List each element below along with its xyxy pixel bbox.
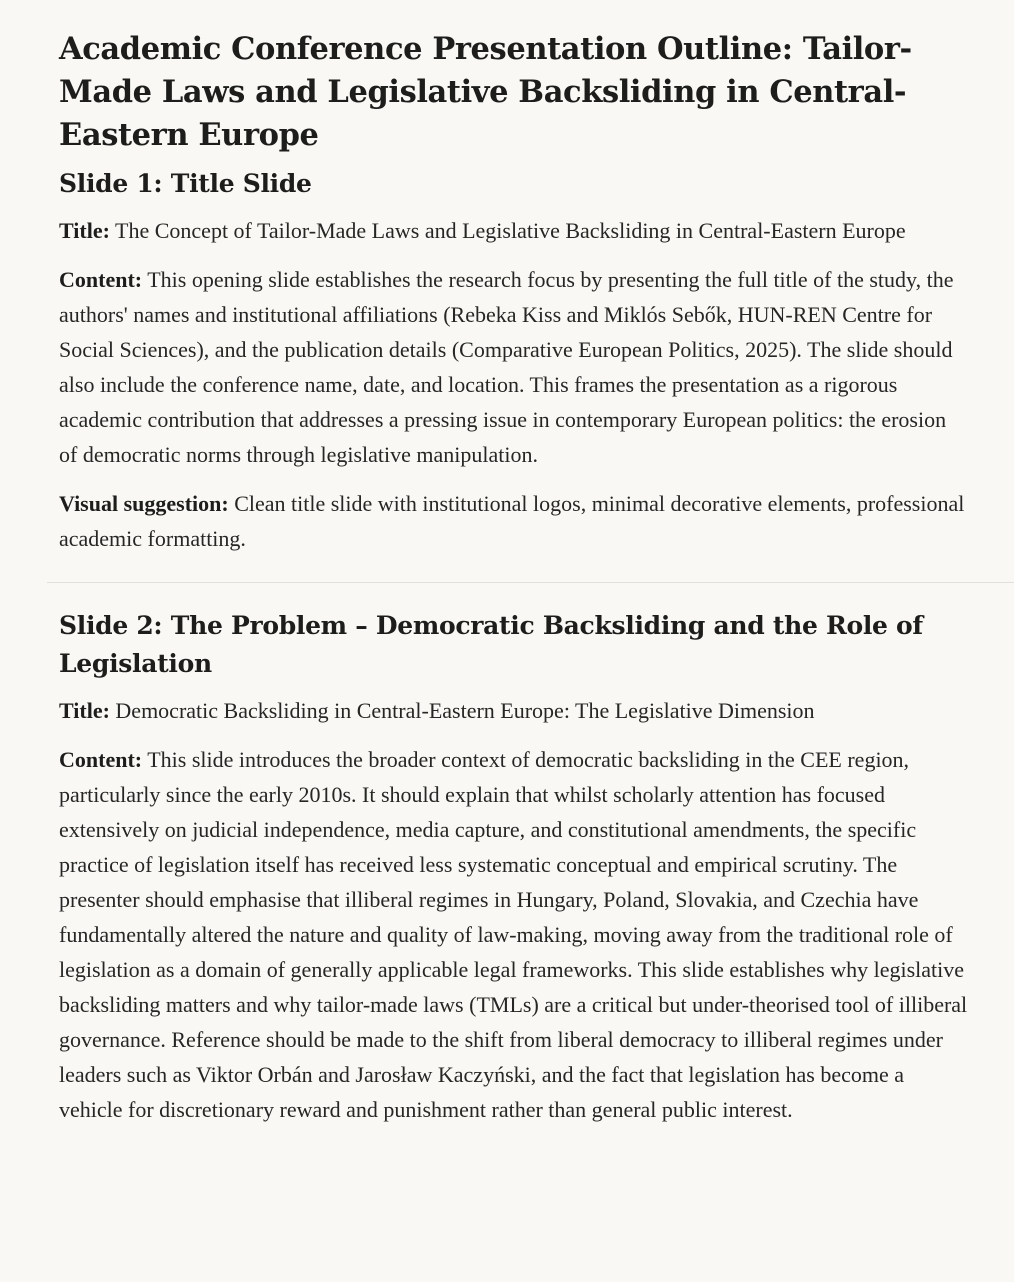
slide-2-heading: Slide 2: The Problem – Democratic Backsliding and the Role of Legislation bbox=[59, 611, 923, 678]
slide-1-visual-label: Visual suggestion: bbox=[59, 491, 229, 516]
section-divider bbox=[47, 582, 1014, 583]
slide-2-content-paragraph bbox=[59, 742, 968, 1127]
slide-2-content-label: Content: bbox=[59, 747, 143, 772]
slide-2-title-paragraph bbox=[59, 693, 968, 728]
slide-1-title-paragraph bbox=[59, 213, 968, 248]
slide-1-visual-text: Clean title slide with institutional logos, minimal decorative elements, professional academic formatting. bbox=[59, 491, 965, 551]
slide-2-content-text: This slide introduces the broader context of democratic backsliding in the CEE region, particularly since the early 2010s. It should explain that whilst scholarly attention has focused extensively on judicial independence, media capture, and constitutional amendments, the specific practice of legislation itself has received less systematic conceptual and empirical scrutiny. The presenter should emphasise that illiberal regimes in Hungary, Poland, Slovakia, and Czechia have fundamentally altered the nature and quality of law-making, moving away from the traditional role of legislation as a domain of generally applicable legal frameworks. This slide establishes why legislative backsliding matters and why tailor-made laws (TMLs) are a critical but under-theorised tool of illiberal governance. Reference should be made to the shift from liberal democracy to illiberal regimes under leaders such as Viktor Orbán and Jarosław Kaczyński, and the fact that legislation has become a vehicle for discretionary reward and punishment rather than general public interest. bbox=[59, 747, 968, 1122]
slide-2-title-text: Democratic Backsliding in Central-Eastern Europe: The Legislative Dimension bbox=[115, 698, 815, 723]
slide-2-section bbox=[59, 607, 968, 1127]
document-title: Academic Conference Presentation Outline: Tailor-Made Laws and Legislative Backsliding in Central-Eastern Europe bbox=[59, 31, 912, 153]
slide-2-title-label: Title: bbox=[59, 698, 110, 723]
slide-1-content-paragraph bbox=[59, 262, 968, 472]
slide-1-title-label: Title: bbox=[59, 218, 110, 243]
slide-1-content-label: Content: bbox=[59, 267, 143, 292]
slide-1-heading: Slide 1: Title Slide bbox=[59, 169, 312, 198]
slide-1-content-text: This opening slide establishes the research focus by presenting the full title of the study, the authors' names and institutional affiliations (Rebeka Kiss and Miklós Sebők, HUN-REN Centre for Social Sciences), and the publication details (Comparative European Politics, 2025). The slide should also include the conference name, date, and location. This frames the presentation as a rigorous academic contribution that addresses a pressing issue in contemporary European politics: the erosion of democratic norms through legislative manipulation. bbox=[59, 267, 954, 467]
slide-1-title-text: The Concept of Tailor-Made Laws and Legislative Backsliding in Central-Eastern Europe bbox=[115, 218, 906, 243]
slide-1-visual-paragraph bbox=[59, 486, 968, 556]
slide-1-section bbox=[59, 165, 968, 556]
